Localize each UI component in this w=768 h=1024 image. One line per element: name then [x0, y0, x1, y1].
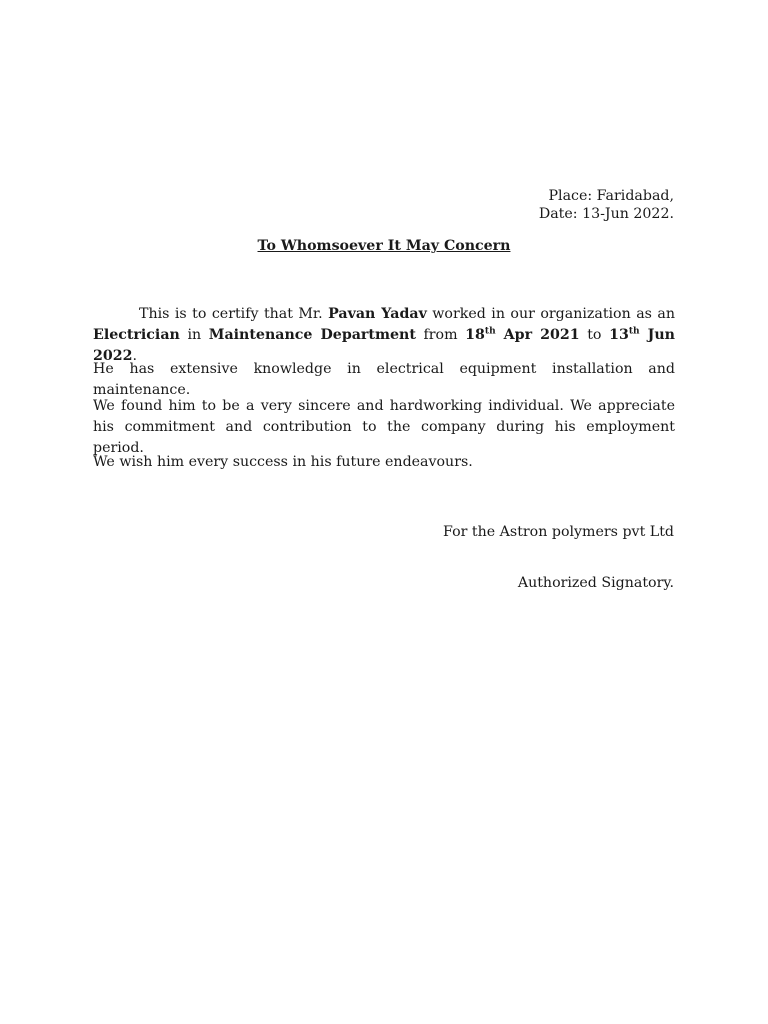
start-date	[465, 327, 579, 343]
text-segment: worked in our organization as an	[426, 306, 675, 322]
text-segment: from	[415, 327, 466, 343]
end-month-year: Jun 2022	[93, 327, 675, 364]
place-date-block	[539, 187, 674, 223]
employee-name: Pavan Yadav	[328, 306, 427, 322]
place-line: Place: Faridabad,	[548, 188, 674, 204]
text-segment: to	[579, 327, 610, 343]
text-segment: in	[179, 327, 209, 343]
document-title: To Whomsoever It May Concern	[257, 238, 511, 254]
wishes-paragraph: We wish him every success in his future endeavours.	[93, 454, 473, 470]
end-day-suffix: th	[628, 326, 640, 337]
text-segment: .	[132, 348, 138, 364]
company-line: For the Astron polymers pvt Ltd	[443, 524, 674, 540]
start-month-year: Apr 2021	[495, 327, 580, 343]
end-day: 13	[609, 327, 629, 343]
date-line: Date: 13-Jun 2022.	[538, 206, 674, 222]
text-segment: This is to certify that Mr.	[139, 306, 329, 322]
knowledge-paragraph: He has extensive knowledge in electrical equipment installation and maintenance.	[93, 361, 675, 398]
start-day: 18	[465, 327, 485, 343]
employee-role: Electrician	[93, 327, 180, 343]
signatory-line: Authorized Signatory.	[517, 575, 674, 591]
certification-paragraph	[93, 304, 675, 367]
appreciation-paragraph: We found him to be a very sincere and hardworking individual. We appreciate his commitment and contribution to the company during his employment period.	[93, 398, 675, 456]
department-name: Maintenance Department	[208, 327, 416, 343]
start-day-suffix: th	[484, 326, 496, 337]
